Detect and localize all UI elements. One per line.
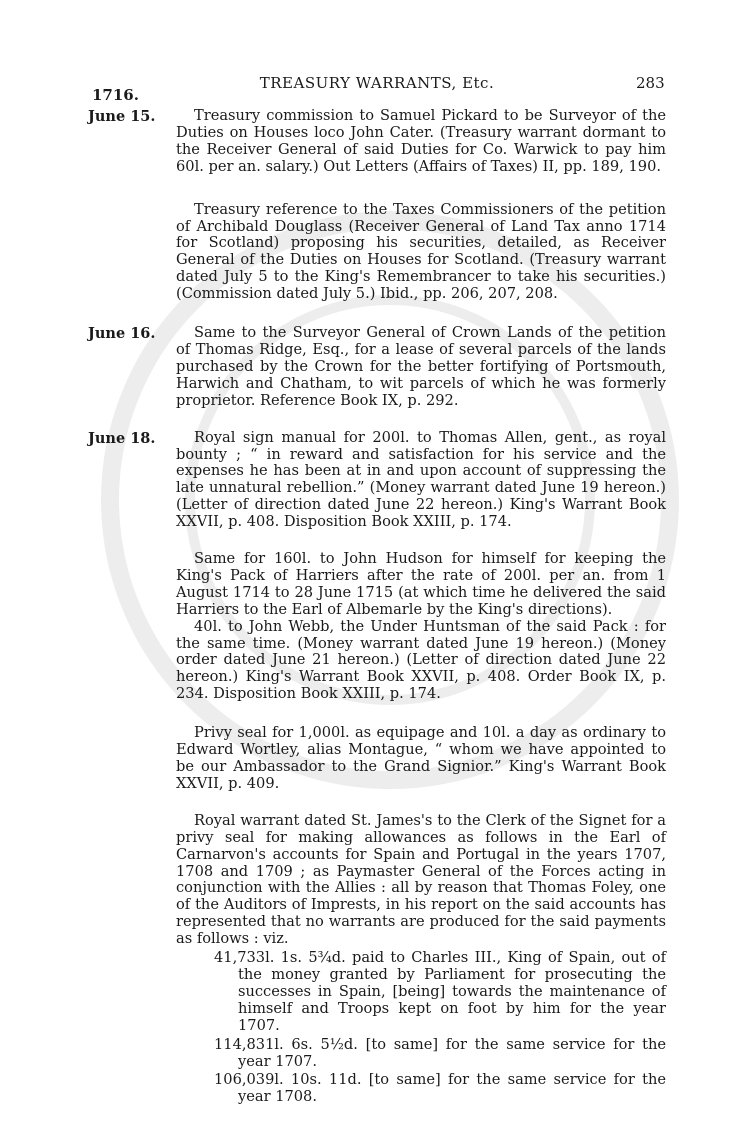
entry-date: June 16.: [88, 325, 156, 343]
entry-paragraph: Same for 160l. to John Hudson for himself for keeping the King's Pack of Harriers after the rate of 200l. per an. from 1 August 1714 to 28 June 1715 (at which time he delivered the said Harriers to the Earl of Albemarle by the King's directions).: [176, 550, 666, 618]
entry: [0, 108, 754, 176]
entry-paragraph: Treasury reference to the Taxes Commissioners of the petition of Archibald Douglass (Receiver General of Land Tax anno 1714 for Scotland) proposing his securities, detailed, as Receiver General of the Duties on Houses for Scotland. (Treasury warrant dated July 5 to the King's Remembrancer to take his securities.) (Commission dated July 5.) Ibid., pp. 206, 207, 208.: [176, 200, 666, 303]
payment-item: 114,831l. 6s. 5½d. [to same] for the same service for the year 1707.: [214, 1035, 666, 1070]
entry-paragraph: Treasury commission to Samuel Pickard to be Surveyor of the Duties on Houses loco John Cater. (Treasury warrant dormant to the Receiver General of said Duties for Co. Warwick to pay him 60l. per an. salary.) Out Letters (Affairs of Taxes) II, pp. 189, 190.: [176, 107, 666, 175]
entry-paragraph: Same to the Surveyor General of Crown Lands of the petition of Thomas Ridge, Esq., for a lease of several parcels of the lands purchased by the Crown for the better fortifying of Portsmouth, Harwich and Chatham, to wit parcels of which he was formerly proprietor. Reference Book IX, p. 292.: [176, 324, 666, 409]
entry: [0, 551, 754, 703]
payment-list: [214, 950, 666, 1106]
entry: [0, 725, 754, 793]
page-header: [0, 70, 754, 104]
entries-list: [0, 108, 754, 1126]
payment-item: 41,733l. 1s. 5¾d. paid to Charles III., King of Spain, out of the money granted by Parliament for prosecuting the successes in Spain, [being] towards the maintenance of himself and Troops kept on foot by him for the year 1707.: [214, 949, 666, 1034]
entry-date: June 15.: [88, 108, 156, 125]
entry: [0, 813, 754, 1106]
entry-paragraph: Royal warrant dated St. James's to the Clerk of the Signet for a privy seal for making allowances as follows in the Earl of Carnarvon's accounts for Spain and Portugal in the years 1707, 1708 and 1709 ; as Paymaster General of the Forces acting in conjunction with the Allies : all by reason that Thomas Foley, one of the Auditors of Imprests, in his report on the said accounts has represented that no warrants are produced for the said payments as follows : viz.: [176, 811, 666, 948]
entry: [0, 202, 754, 303]
entry-paragraph: Royal sign manual for 200l. to Thomas Allen, gent., as royal bounty ; “ in reward and satisfaction for his service and the expenses he has been at in and upon account of suppressing the late unnatural rebellion.” (Money warrant dated June 19 hereon.) (Letter of direction dated June 22 hereon.) King's Warrant Book XXVII, p. 408. Disposition Book XXIII, p. 174.: [176, 428, 666, 531]
entry: [0, 325, 754, 410]
payment-item: 106,039l. 10s. 11d. [to same] for the same service for the year 1708.: [214, 1071, 666, 1106]
entry-date: June 18.: [88, 429, 156, 447]
header-year: 1716.: [92, 86, 139, 104]
entry-paragraph: Privy seal for 1,000l. as equipage and 10l. a day as ordinary to Edward Wortley, alias Montague, “ whom we have appointed to be our Ambassador to the Grand Signior.” King's Warrant Book XXVII, p. 409.: [176, 724, 666, 792]
entry: [0, 430, 754, 531]
running-title: TREASURY WARRANTS, Etc.: [259, 74, 495, 92]
entry-paragraph: 40l. to John Webb, the Under Huntsman of the said Pack : for the same time. (Money warrant dated June 19 hereon.) (Money order dated June 21 hereon.) (Letter of direction dated June 22 hereon.) King's Warrant Book XXVII, p. 408. Order Book IX, p. 234. Disposition Book XXIII, p. 174.: [176, 617, 666, 703]
page-number: 283: [636, 74, 665, 92]
